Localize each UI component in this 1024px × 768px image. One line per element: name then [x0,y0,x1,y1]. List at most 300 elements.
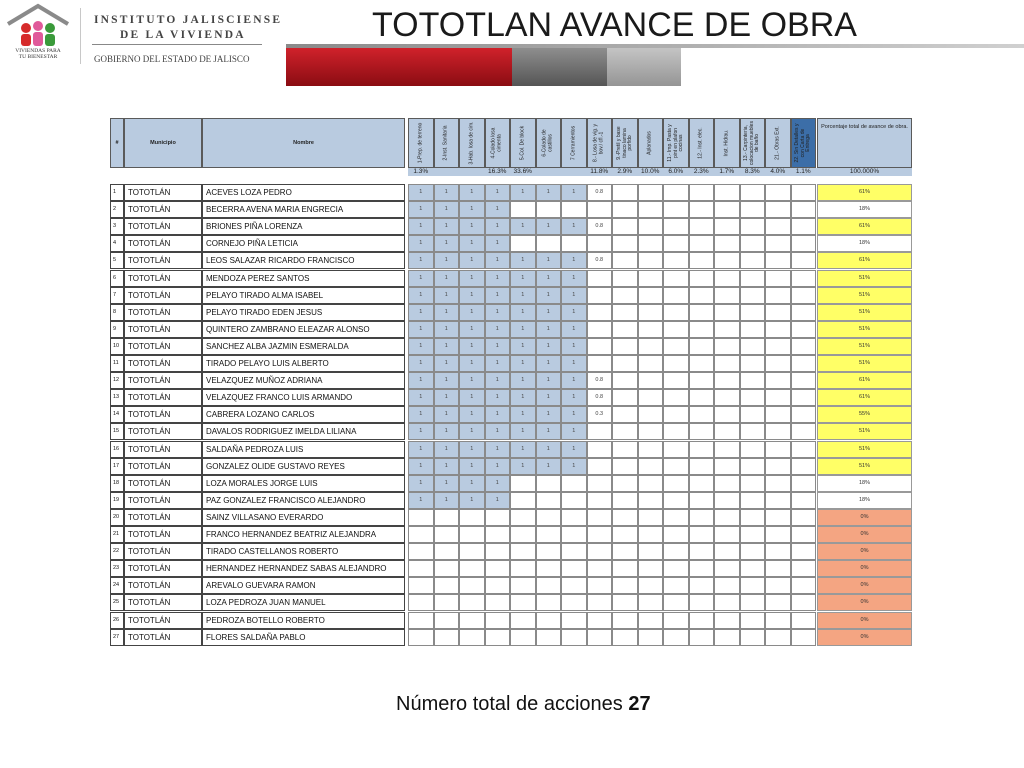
column-header-stage [740,118,766,168]
stage-weight: 2.3% [689,168,715,176]
stage-cell: 1 [459,338,485,355]
row-percent: 0% [817,594,912,611]
stage-cell: 1 [459,355,485,372]
row-name: MENDOZA PEREZ SANTOS [202,270,405,287]
stage-cell: 1 [510,441,536,458]
row-number: 23 [110,560,124,577]
stage-cell [536,629,562,646]
stage-cell [740,235,766,252]
stage-cell [434,526,460,543]
stage-cell: 1 [434,304,460,321]
stage-cell [714,201,740,218]
stage-cell: 1 [561,270,587,287]
stage-cell [587,629,613,646]
stage-weight [459,168,485,176]
table-row [110,372,912,389]
row-name: TIRADO PELAYO LUIS ALBERTO [202,355,405,372]
stage-cell: 1 [459,492,485,509]
stage-cell [612,235,638,252]
stage-cell [510,492,536,509]
row-percent: 61% [817,389,912,406]
stage-cell [714,458,740,475]
stage-cell [714,287,740,304]
stage-cell [434,509,460,526]
stage-cell [408,526,434,543]
stage-cell [791,355,817,372]
progress-table [110,118,912,646]
row-municipio: TOTOTLÁN [124,612,202,629]
stage-cell [663,423,689,440]
stage-cell [663,441,689,458]
stage-cell [587,458,613,475]
stage-cell: 1 [561,458,587,475]
row-percent: 0% [817,629,912,646]
stage-cell [561,526,587,543]
stage-cell [791,252,817,269]
stage-cell [561,629,587,646]
stage-cell [485,612,511,629]
row-municipio: TOTOTLÁN [124,543,202,560]
row-name: PEDROZA BOTELLO ROBERTO [202,612,405,629]
table-row [110,509,912,526]
stage-cell: 1 [434,458,460,475]
stage-cell: 1 [459,252,485,269]
table-row [110,629,912,646]
stage-cell: 1 [434,321,460,338]
stage-cell [638,338,664,355]
stage-cell [791,629,817,646]
table-row [110,201,912,218]
stage-cell [765,355,791,372]
stage-cell [638,560,664,577]
stage-cell [638,612,664,629]
stage-cell [561,577,587,594]
header-light-gray-bar [607,48,681,86]
stage-cell [740,594,766,611]
table-row [110,218,912,235]
header-divider [80,8,81,64]
stage-cell [485,526,511,543]
stage-cell [638,372,664,389]
stage-cell: 1 [459,372,485,389]
row-municipio: TOTOTLÁN [124,355,202,372]
stage-cell: 1 [485,184,511,201]
row-number: 8 [110,304,124,321]
stage-cell [689,218,715,235]
stage-cell [561,475,587,492]
stage-cell: 1 [510,355,536,372]
row-number: 6 [110,270,124,287]
row-name: VELAZQUEZ FRANCO LUIS ARMANDO [202,389,405,406]
row-municipio: TOTOTLÁN [124,475,202,492]
stage-cell [765,184,791,201]
stage-cell [791,475,817,492]
stage-cell: 1 [561,389,587,406]
stage-cell [765,629,791,646]
total-weight: 100.000% [817,168,912,176]
stage-cell [765,543,791,560]
column-header-municipio: Municipio [124,118,202,168]
column-header-stage [689,118,715,168]
row-municipio: TOTOTLÁN [124,235,202,252]
stage-cell [638,270,664,287]
stage-cell [587,321,613,338]
stage-cell: 1 [510,287,536,304]
row-percent: 51% [817,287,912,304]
stage-cell [612,475,638,492]
stage-cell [459,577,485,594]
stage-cell: 1 [485,304,511,321]
stage-cell [663,372,689,389]
stage-cell [791,321,817,338]
stage-cell [689,509,715,526]
stage-cell [561,560,587,577]
stage-cell [434,577,460,594]
row-percent: 51% [817,270,912,287]
stage-cell [791,304,817,321]
stage-cell: 1 [485,475,511,492]
row-name: FLORES SALDAÑA PABLO [202,629,405,646]
table-row [110,304,912,321]
row-percent: 61% [817,372,912,389]
column-header-stage-label: 6-Colado de castillos [541,129,554,157]
column-header-stage [612,118,638,168]
stage-cell: 1 [510,218,536,235]
stage-cell: 1 [561,184,587,201]
table-row [110,560,912,577]
stage-cell [587,492,613,509]
stage-cell: 1 [485,389,511,406]
stage-cell [459,526,485,543]
table-row [110,389,912,406]
table-row [110,406,912,423]
stage-cell [485,509,511,526]
stage-cell [740,526,766,543]
stage-cell: 1 [434,235,460,252]
stage-cell: 1 [434,252,460,269]
stage-cell [791,235,817,252]
stage-cell [612,406,638,423]
stage-cell [612,509,638,526]
table-header-row [110,118,912,168]
stage-cell: 1 [485,372,511,389]
stage-cell [612,372,638,389]
stage-cell [791,287,817,304]
stage-cell [663,612,689,629]
row-number: 21 [110,526,124,543]
stage-cell [663,338,689,355]
stage-cell [791,423,817,440]
stage-cell [714,560,740,577]
row-name: CABRERA LOZANO CARLOS [202,406,405,423]
stage-cell: 1 [434,372,460,389]
row-municipio: TOTOTLÁN [124,458,202,475]
row-percent: 51% [817,304,912,321]
stage-cell [689,389,715,406]
stage-cell [612,355,638,372]
row-municipio: TOTOTLÁN [124,492,202,509]
stage-cell: 1 [561,252,587,269]
stage-cell [638,577,664,594]
stage-cell [689,423,715,440]
stage-cell: 1 [459,287,485,304]
stage-cell [587,201,613,218]
stage-cell [536,509,562,526]
stage-cell [536,594,562,611]
stage-cell [740,423,766,440]
table-row [110,594,912,611]
stage-cell [408,560,434,577]
stage-weight: 4.0% [765,168,791,176]
stage-weight: 8.3% [740,168,766,176]
stage-cell [510,475,536,492]
row-percent: 61% [817,218,912,235]
stage-cell [510,560,536,577]
stage-cell [740,492,766,509]
stage-cell [765,612,791,629]
stage-cell [638,287,664,304]
row-name: HERNANDEZ HERNANDEZ SABAS ALEJANDRO [202,560,405,577]
stage-cell [434,629,460,646]
stage-cell [408,612,434,629]
stage-cell [587,235,613,252]
stage-cell [689,594,715,611]
stage-cell [689,475,715,492]
stage-cell: 1 [510,423,536,440]
stage-weight: 2.9% [612,168,638,176]
stage-cell [663,629,689,646]
stage-cell [714,612,740,629]
row-name: SALDAÑA PEDROZA LUIS [202,441,405,458]
stage-cell [740,372,766,389]
stage-cell [587,270,613,287]
stage-cell [714,423,740,440]
stage-cell [689,321,715,338]
row-number: 27 [110,629,124,646]
stage-cell [638,218,664,235]
stage-cell [791,441,817,458]
stage-cell [638,492,664,509]
stage-cell [791,218,817,235]
header-dark-gray-bar [512,48,607,86]
stage-cell [459,594,485,611]
stage-cell: 1 [408,287,434,304]
stage-weight: 1.1% [791,168,817,176]
stage-cell [561,543,587,560]
stage-cell: 1 [510,304,536,321]
row-number: 18 [110,475,124,492]
stage-cell [791,458,817,475]
stage-cell: 1 [434,406,460,423]
stage-cell [791,372,817,389]
row-name: TIRADO CASTELLANOS ROBERTO [202,543,405,560]
stage-cell [791,270,817,287]
stage-cell [612,338,638,355]
row-name: ACEVES LOZA PEDRO [202,184,405,201]
row-number: 14 [110,406,124,423]
column-header-stage [485,118,511,168]
table-row [110,338,912,355]
government-name: GOBIERNO DEL ESTADO DE JALISCO [94,54,250,64]
stage-cell [791,612,817,629]
row-number: 13 [110,389,124,406]
stage-cell: 1 [459,475,485,492]
stage-cell [638,526,664,543]
column-header-stage [587,118,613,168]
stage-cell [689,629,715,646]
stage-cell: 1 [561,372,587,389]
table-row [110,543,912,560]
stage-cell: 1 [510,458,536,475]
row-number: 10 [110,338,124,355]
row-name: PELAYO TIRADO ALMA ISABEL [202,287,405,304]
stage-cell [663,218,689,235]
stage-cell [510,201,536,218]
stage-cell: 1 [485,321,511,338]
stage-cell [408,594,434,611]
stage-cell: 1 [561,441,587,458]
stage-cell: 0.8 [587,389,613,406]
row-name: AREVALO GUEVARA RAMON [202,577,405,594]
stage-cell [740,389,766,406]
column-header-stage [408,118,434,168]
stage-cell: 1 [510,184,536,201]
column-header-stage [459,118,485,168]
stage-cell [638,458,664,475]
stage-cell: 1 [510,270,536,287]
stage-cell [485,560,511,577]
row-municipio: TOTOTLÁN [124,406,202,423]
stage-cell [740,458,766,475]
stage-cell [765,389,791,406]
stage-cell [791,526,817,543]
stage-cell [663,184,689,201]
stage-cell: 1 [408,252,434,269]
stage-cell [791,338,817,355]
stage-cell [459,509,485,526]
stage-cell: 1 [408,218,434,235]
row-percent: 18% [817,475,912,492]
stage-cell: 1 [434,270,460,287]
stage-cell [612,441,638,458]
stage-cell [587,423,613,440]
row-name: GONZALEZ OLIDE GUSTAVO REYES [202,458,405,475]
stage-cell [587,304,613,321]
stage-cell [536,475,562,492]
stage-cell: 1 [459,218,485,235]
stage-cell [663,543,689,560]
stage-cell [740,252,766,269]
stage-cell: 1 [561,321,587,338]
stage-cell: 1 [485,355,511,372]
stage-cell: 1 [510,406,536,423]
stage-cell: 1 [408,270,434,287]
stage-cell [536,543,562,560]
row-percent: 0% [817,543,912,560]
stage-cell: 1 [536,184,562,201]
row-percent: 61% [817,252,912,269]
table-row [110,475,912,492]
row-percent: 51% [817,423,912,440]
stage-cell [740,270,766,287]
stage-cell: 1 [459,304,485,321]
stage-cell [434,594,460,611]
stage-cell [485,543,511,560]
stage-cell [689,235,715,252]
stage-cell [638,304,664,321]
table-row [110,184,912,201]
stage-cell [689,287,715,304]
row-number: 25 [110,594,124,611]
column-header-stage-label: 11.- Imp. Pasta y pint en plafon cocinas [666,124,684,162]
stage-cell [587,612,613,629]
stage-cell: 1 [485,270,511,287]
stage-cell: 1 [459,423,485,440]
stage-cell: 0.8 [587,372,613,389]
table-row [110,423,912,440]
stage-cell [612,270,638,287]
stage-cell [689,372,715,389]
row-percent: 18% [817,201,912,218]
institution-name-line2: DE LA VIVIENDA [120,29,246,41]
stage-cell [536,235,562,252]
stage-cell [510,509,536,526]
stage-cell: 1 [536,218,562,235]
stage-cell [408,629,434,646]
stage-weight: 10.0% [638,168,664,176]
stage-cell [408,577,434,594]
stage-cell [765,577,791,594]
stage-cell [587,475,613,492]
stage-cell [612,201,638,218]
column-header-stage [434,118,460,168]
stage-cell [740,475,766,492]
stage-cell [689,304,715,321]
header-red-bar [286,48,512,86]
column-header-stage [791,118,817,168]
stage-cell [587,509,613,526]
row-municipio: TOTOTLÁN [124,509,202,526]
row-number: 15 [110,423,124,440]
stage-cell [714,594,740,611]
stage-cell [714,184,740,201]
stage-cell [765,287,791,304]
stage-cell [612,304,638,321]
column-header-stage [561,118,587,168]
stage-cell: 1 [485,201,511,218]
stage-cell [714,543,740,560]
stage-cell: 1 [561,423,587,440]
stage-cell: 1 [408,355,434,372]
stage-cell [612,543,638,560]
row-number: 1 [110,184,124,201]
row-municipio: TOTOTLÁN [124,270,202,287]
stage-weight: 11.8% [587,168,613,176]
stage-cell: 1 [485,441,511,458]
stage-cell: 1 [408,423,434,440]
stage-cell: 1 [561,218,587,235]
row-percent: 0% [817,577,912,594]
row-name: PELAYO TIRADO EDEN JESUS [202,304,405,321]
stage-cell [536,560,562,577]
stage-cell [612,577,638,594]
column-header-stage-label: 12.- Inst. elec. [697,127,704,159]
stage-cell [612,389,638,406]
stage-cell [434,543,460,560]
row-municipio: TOTOTLÁN [124,321,202,338]
stage-cell [587,543,613,560]
stage-cell [638,389,664,406]
